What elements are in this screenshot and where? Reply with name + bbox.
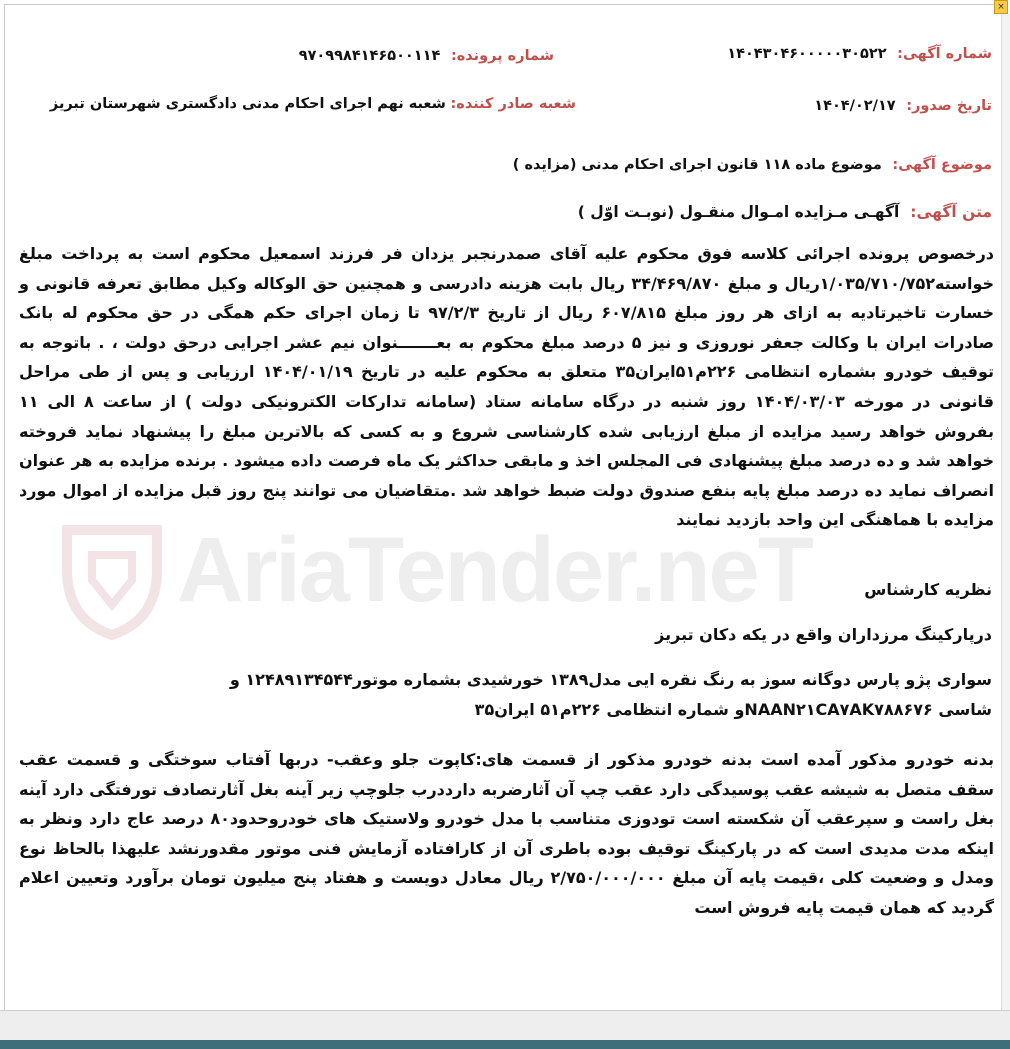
taskbar-strip bbox=[0, 1040, 1010, 1049]
issuer-row bbox=[50, 96, 576, 112]
close-icon[interactable]: × bbox=[994, 0, 1008, 14]
text-title: آگهـی مـزایده امـوال منقـول (نوبـت اوّل ) bbox=[577, 203, 900, 221]
case-number-value: ۹۷۰۹۹۸۴۱۴۶۵۰۰۱۱۴ bbox=[298, 48, 441, 64]
vehicle-location: درپارکینگ مرزداران واقع در یکه دکان تبریز bbox=[655, 625, 992, 644]
footer-band bbox=[0, 1010, 1010, 1041]
scrollbar[interactable] bbox=[1001, 14, 1010, 1010]
issuer-value: شعبه نهم اجرای احکام مدنی دادگستری شهرستان تبریز bbox=[49, 96, 446, 112]
expert-heading: نظریه کارشناس bbox=[864, 580, 992, 599]
case-number-row bbox=[299, 48, 554, 64]
issue-date-row bbox=[814, 98, 992, 114]
notice-paragraph: درخصوص پرونده اجرائی کلاسه فوق محکوم علیه آقای صمدرنجبر یزدان فر فرزند اسمعیل محکوم است به پرداخت مبلغ خواسته۱/۰۳۵/۷۱۰/۷۵۲ریال و مبلغ ۳۴/۴۶۹/۸۷۰ ریال بابت هزینه دادرسی و همچنین حق الوکاله وکیل مطابق تعرفه قانونی و خسارت تاخیرتادیه به ازای هر روز مبلغ ۶۰۷/۸۱۵ ریال از تاریخ ۹۷/۲/۳ تا زمان اجرای حکم همگی در حق محکوم له بانک صادرات ایران با وکالت جعفر نوروزی و نیز ۵ درصد مبلغ محکوم به بعـــــــنوان نیم عشر اجرایی درحق دولت ، . باتوجه به توقیف خودرو بشماره انتظامی ۲۲۶م۵۱ایران۳۵ متعلق به محکوم علیه در تاریخ ۱۴۰۴/۰۱/۱۹ ارزیابی و پس از طی مراحل قانونی در مورخه ۱۴۰۴/۰۳/۰۳ روز شنبه در درگاه سامانه ستاد (سامانه تدارکات الکترونیکی دولت ) از ساعت ۸ الی ۱۱ بفروش خواهد رسید مزایده از مبلغ ارزیابی شده کارشناسی شروع و به کسی که بالاترین مبلغ را پیشنهاد نماید فروخته خواهد شد و ده درصد مبلغ پیشنهادی فی المجلس اخذ و مابقی حداکثر یک ماه فرصت داده میشود . برنده مزایده به هر عنوان انصراف نماید ده درصد مبلغ پایه بنفع صندوق دولت ضبط خواهد شد .متقاضیان می توانند پنج روز قبل مزایده از اموال مورد مزایده با هماهنگی این واحد بازدید نمایند bbox=[19, 244, 995, 530]
ad-number-row bbox=[727, 46, 992, 62]
issue-date-label: تاریخ صدور: bbox=[906, 98, 992, 114]
vehicle-description-line1: سواری پژو پارس دوگانه سوز به رنگ نقره ایی مدل۱۳۸۹ خورشیدی بشماره موتور۱۲۴۸۹۱۳۴۵۴۴ و bbox=[229, 670, 992, 689]
subject-value: موضوع ماده ۱۱۸ قانون اجرای احکام مدنی (مزایده ) bbox=[512, 157, 882, 173]
text-title-row bbox=[578, 203, 992, 221]
vehicle-description-line2: شاسی NAAN۲۱CA۷AK۷۸۸۶۷۶و شماره انتظامی ۲۲۶م۵۱ ایران۳۵ bbox=[474, 700, 992, 719]
case-number-label: شماره پرونده: bbox=[450, 48, 554, 64]
expert-opinion-paragraph: بدنه خودرو مذکور آمده است بدنه خودرو مذکور از قسمت های:کاپوت جلو وعقب- دربها آفتاب سوختگی و قسمت عقب سقف متصل به شیشه عقب پوسیدگی دارد عقب چپ آن آثارضربه دارددرب جلوچپ زیر آینه بغل آثارتصادف تورفتگی دارد آینه بغل راست و سپرعقب آن شکسته است تودوزی متناسب با مدل خودرو ولاستیک های خودروحدود۸۰ درصد عاج دارد ونظر به اینکه مدت مدیدی است که در پارکینگ توقیف بوده باطری آن از کارافتاده آزمایش فنی موتور مقدورنشد علیهذا بالحاظ نوع ومدل و وضعیت کلی ،قیمت پایه آن مبلغ ۲/۷۵۰/۰۰۰/۰۰۰ ریال معادل دویست و هفتاد پنج میلیون تومان برآورد وتعیین اعلام گردید که همان قیمت پایه فروش است bbox=[19, 750, 994, 917]
ad-number-label: شماره آگهی: bbox=[897, 46, 992, 62]
ad-number-value: ۱۴۰۴۳۰۴۶۰۰۰۰۰۳۰۵۲۲ bbox=[727, 46, 887, 62]
subject-label: موضوع آگهی: bbox=[892, 157, 992, 173]
issuer-label: شعبه صادر کننده: bbox=[450, 96, 576, 112]
issue-date-value: ۱۴۰۴/۰۲/۱۷ bbox=[814, 98, 896, 114]
text-label: متن آگهی: bbox=[910, 203, 992, 221]
subject-row bbox=[513, 157, 992, 173]
